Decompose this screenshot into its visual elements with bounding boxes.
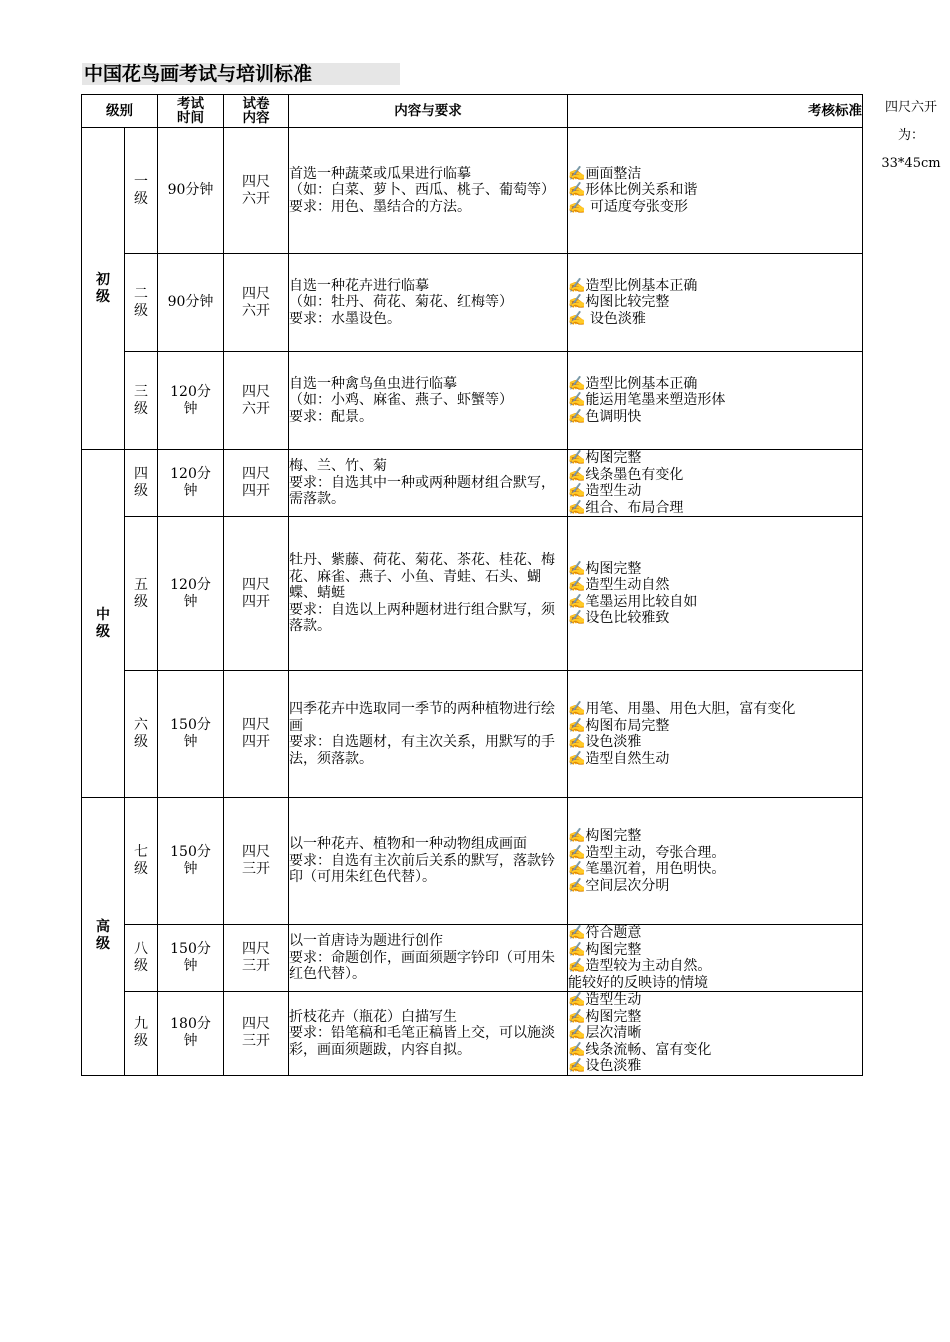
paper-size-cell [224,925,289,992]
side-note-line: 四尺六开 [884,100,937,115]
content-cell [289,517,568,671]
content-cell [289,671,568,798]
sub-level: 四级 [134,466,148,499]
table-body [82,128,863,1076]
sub-level: 七级 [134,844,148,877]
header-time-text: 考试时间 [177,96,204,126]
criteria-item: ✍能运用笔墨来塑造形体 [568,392,726,409]
table-row [82,254,863,352]
criteria-item: ✍色调明快 [568,408,642,425]
header-criteria: 考核标准 [568,95,863,128]
exam-time-cell [158,671,224,798]
header-paper-text: 试卷内容 [242,96,270,126]
criteria-item: ✍用笔、用墨、用色大胆，富有变化 [568,701,796,717]
exam-time: 150分钟 [170,717,211,750]
content-line: 要求：铅笔稿和毛笔正稿皆上交，可以施淡彩，画面须题跋，内容自拟。 [289,1025,555,1058]
level-group-label: 高级 [96,919,110,953]
content-line: 自选一种禽鸟鱼虫进行临摹 [289,375,457,392]
table-row [82,992,863,1076]
content-line: 首选一种蔬菜或瓜果进行临摹 [289,165,471,182]
content-line: 要求：水墨设色。 [289,310,401,327]
paper-size-cell [224,128,289,254]
exam-time: 120分钟 [170,466,211,499]
criteria-item: ✍笔墨沉着，用色明快。 [568,861,726,877]
criteria-cell [568,517,863,671]
sub-level: 三级 [134,383,148,417]
sub-level-cell [125,925,158,992]
exam-time-cell [158,925,224,992]
criteria-item: ✍造型比例基本正确 [568,277,698,294]
content-cell [289,254,568,352]
criteria-item: ✍造型生动 [568,992,642,1008]
criteria-item: ✍构图完整 [568,450,642,466]
content-cell [289,925,568,992]
level-group-cell [82,450,125,798]
level-group-label: 中级 [96,606,110,640]
criteria-item: ✍组合、布局合理 [568,499,684,516]
content-line: 梅、兰、竹、菊 [289,458,387,475]
content-cell [289,128,568,254]
criteria-item: ✍符合题意 [568,925,642,941]
side-note [872,94,950,178]
criteria-item: ✍层次清晰 [568,1025,642,1041]
content-line: （如：牡丹、荷花、菊花、红梅等） [289,294,513,311]
sub-level-cell [125,798,158,925]
exam-time-cell [158,992,224,1076]
content-line: 四季花卉中选取同一季节的两种植物进行绘画 [289,701,555,734]
exam-time-cell [158,798,224,925]
side-note-line: 33*45cm [881,156,941,171]
criteria-item: ✍设色比较雅致 [568,610,670,626]
criteria-cell [568,671,863,798]
content-cell [289,352,568,450]
paper-size: 四尺三开 [242,941,270,974]
sub-level-cell [125,450,158,517]
criteria-item: ✍ 可适度夸张变形 [568,198,688,215]
content-line: 要求：命题创作，画面须题字钤印（可用朱红色代替）。 [289,949,555,983]
sub-level: 二级 [134,285,148,319]
document-title: 中国花鸟画考试与培训标准 [82,63,400,85]
criteria-item: ✍设色淡雅 [568,1058,642,1074]
exam-time-cell [158,254,224,352]
content-line: 要求：配景。 [289,408,373,425]
table-row [82,517,863,671]
sub-level-cell [125,992,158,1076]
header-content: 内容与要求 [289,95,568,128]
paper-size: 四尺四开 [242,717,270,750]
paper-size-cell [224,352,289,450]
paper-size-cell [224,992,289,1076]
exam-time: 180分钟 [170,1016,211,1050]
sub-level-cell [125,517,158,671]
criteria-item: ✍设色淡雅 [568,734,642,750]
table-row [82,925,863,992]
exam-time: 120分钟 [170,576,211,610]
paper-size-cell [224,798,289,925]
criteria-cell [568,128,863,254]
table-row [82,798,863,925]
criteria-item: ✍空间层次分明 [568,877,670,894]
criteria-item: ✍构图比较完整 [568,294,670,311]
content-line: （如：小鸡、麻雀、燕子、虾蟹等） [289,392,513,409]
paper-size: 四尺三开 [242,844,270,877]
side-note-line: 为： [897,128,924,143]
table-row [82,671,863,798]
criteria-item: ✍造型自然生动 [568,750,670,767]
criteria-item: 能较好的反映诗的情境 [568,974,708,991]
content-line: 牡丹、紫藤、荷花、菊花、茶花、桂花、梅花、麻雀、燕子、小鱼、青蛙、石头、蝴蝶、蜻蜓 [289,552,555,602]
criteria-item: ✍笔墨运用比较自如 [568,593,698,610]
paper-size-cell [224,671,289,798]
header-paper [224,95,289,128]
paper-size: 四尺六开 [242,383,270,417]
criteria-item: ✍线条流畅、富有变化 [568,1041,712,1058]
paper-size: 四尺四开 [242,576,270,610]
criteria-item: ✍画面整洁 [568,165,642,182]
sub-level: 一级 [134,173,148,207]
exam-time: 90分钟 [167,182,214,198]
content-line: （如：白菜、萝卜、西瓜、桃子、葡萄等） [289,182,555,199]
criteria-item: ✍造型较为主动自然。 [568,958,712,974]
exam-time-cell [158,450,224,517]
table-row [82,352,863,450]
exam-time-cell [158,352,224,450]
criteria-item: ✍形体比例关系和谐 [568,182,698,199]
exam-time-cell [158,128,224,254]
paper-size-cell [224,450,289,517]
criteria-cell [568,450,863,517]
sub-level-cell [125,128,158,254]
content-line: 折枝花卉（瓶花）白描写生 [289,1008,457,1025]
exam-time: 120分钟 [170,383,211,417]
content-line: 要求：自选有主次前后关系的默写，落款钤印（可用朱红色代替）。 [289,852,555,886]
header-time [158,95,224,128]
paper-size: 四尺六开 [242,285,270,319]
criteria-cell [568,254,863,352]
criteria-item: ✍构图完整 [568,560,642,577]
level-group-label: 初级 [96,271,110,305]
content-line: 要求：自选以上两种题材进行组合默写，须落款。 [289,601,555,635]
header-level: 级别 [82,95,158,128]
content-line: 自选一种花卉进行临摹 [289,277,429,294]
sub-level: 九级 [134,1016,148,1050]
content-line: 以一种花卉、植物和一种动物组成画面 [289,836,527,853]
exam-time: 150分钟 [170,844,211,877]
criteria-item: ✍构图完整 [568,1008,642,1025]
paper-size: 四尺三开 [242,1016,270,1050]
level-group-cell [82,798,125,1076]
content-cell [289,450,568,517]
exam-time: 90分钟 [167,294,214,310]
standards-table [81,94,863,1076]
sub-level: 六级 [134,717,148,750]
sub-level-cell [125,254,158,352]
paper-size-cell [224,517,289,671]
table-row [82,128,863,254]
sub-level-cell [125,352,158,450]
content-line: 以一首唐诗为题进行创作 [289,933,443,950]
content-cell [289,798,568,925]
paper-size: 四尺六开 [242,173,270,207]
sub-level: 八级 [134,941,148,974]
criteria-cell [568,352,863,450]
header-row [82,95,863,128]
exam-time: 150分钟 [170,941,211,974]
criteria-cell [568,798,863,925]
criteria-item: ✍构图完整 [568,828,642,844]
criteria-item: ✍造型比例基本正确 [568,375,698,392]
criteria-item: ✍造型生动自然 [568,577,670,593]
sub-level-cell [125,671,158,798]
criteria-item: ✍线条墨色有变化 [568,466,684,483]
criteria-item: ✍造型主动，夸张合理。 [568,844,726,861]
paper-size-cell [224,254,289,352]
level-group-cell [82,128,125,450]
criteria-item: ✍构图布局完整 [568,717,670,734]
table-row [82,450,863,517]
paper-size: 四尺四开 [242,466,270,499]
content-line: 要求：用色、墨结合的方法。 [289,198,471,215]
criteria-cell [568,992,863,1076]
criteria-item: ✍造型生动 [568,483,642,499]
content-cell [289,992,568,1076]
criteria-cell [568,925,863,992]
criteria-item: ✍ 设色淡雅 [568,310,646,327]
content-line: 要求：自选其中一种或两种题材组合默写，需落款。 [289,474,555,508]
sub-level: 五级 [134,576,148,610]
exam-time-cell [158,517,224,671]
content-line: 要求：自选题材，有主次关系，用默写的手法，须落款。 [289,734,555,767]
criteria-item: ✍构图完整 [568,941,642,958]
